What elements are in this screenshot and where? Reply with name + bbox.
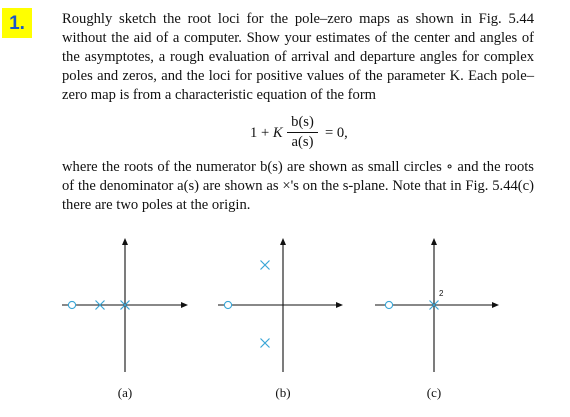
panel-c-multiplicity: 2 [439, 289, 444, 298]
equation-denominator: a(s) [291, 134, 314, 150]
panel-c-zero [385, 301, 392, 308]
panel-a-zero [68, 301, 75, 308]
caption-c: (c) [426, 385, 442, 400]
caption-b: (b) [275, 385, 291, 400]
equation-numerator: b(s) [291, 114, 314, 130]
equation-gain: K [272, 125, 283, 141]
panel-b-pole-lower [261, 339, 270, 348]
panel-c-imag-arrow [431, 238, 437, 245]
caption-a: (a) [117, 385, 133, 400]
panel-b-imag-arrow [280, 238, 286, 245]
equation-rhs: = 0, [325, 125, 348, 141]
panel-a-real-arrow [181, 302, 188, 308]
panel-c [375, 238, 499, 372]
panel-c-real-arrow [492, 302, 499, 308]
panel-b-zero [224, 301, 231, 308]
panel-b-real-arrow [336, 302, 343, 308]
problem-note: where the roots of the numerator b(s) are shown as small circles ∘ and the roots of the denominator a(s) are shown as ×'s on the s-plane. Note that in Fig. 5.44(c) there are two poles at the origin. [62, 159, 534, 213]
panel-b [218, 238, 343, 372]
panel-a-imag-arrow [122, 238, 128, 245]
problem-number: 1. [2, 8, 32, 38]
panel-b-pole-upper [261, 261, 270, 270]
problem-statement: Roughly sketch the root loci for the pole–zero maps as shown in Fig. 5.44 without the aid of a computer. Show your estimates of the center and angles of the asymptotes, a rough evaluation of arrival and departure angles for complex poles and zeros, and the loci for positive values of the parameter K. Each pole–zero map is from a characteristic equation of the form [62, 11, 534, 103]
panel-a [62, 238, 188, 372]
equation-lead: 1 + K [250, 125, 283, 141]
